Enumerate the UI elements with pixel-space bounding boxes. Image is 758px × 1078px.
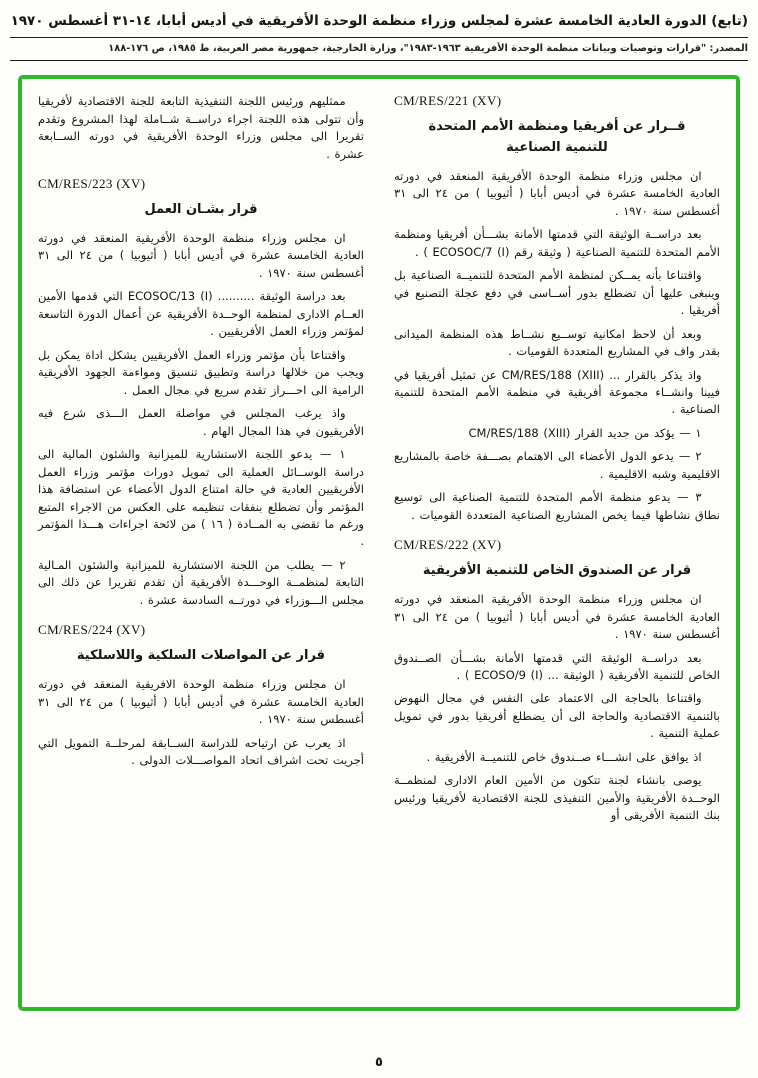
paragraph: ان مجلس وزراء منظمة الوحدة الأفريقية المنعقد في دورته العادية الخامسة عشرة في أديس أبابا ( أثيوبيا ) من ٢٤ الى ٣١ أغسطس سنة ١٩٧٠ . (394, 168, 720, 218)
paragraph: واذ يرغب المجلس في مواصلة العمل الـــذى شرع فيه الأفريقيون في هذا المجال الهام . (38, 406, 364, 438)
paragraph: ١ — يؤكد من جديد القرار CM/RES/188 (XIII) (468, 425, 702, 440)
paragraph: يوصى بانشاء لجنة تتكون من الأمين العام الادارى لمنظمــة الوحــدة الأفريقية والأمين التنفيذى للجنة الاقتصادية لأفريقيا ورئيس بنك التنمية الأفريقى أو (394, 773, 720, 823)
header-divider-top (10, 37, 748, 38)
paragraph: ١ — يدعو اللجنة الاستشارية للميزانية والشئون المالية الى دراسة الوســائل العملية الى تمويل دورات مؤتمر وزراء العمل الأفريقيين العادية في حالة امتناع الدول الأعضاء عن استضافة هذا المؤتمر وأن تضطلع بنفقات تنظيمه على العكس من الاجراء المتبع ورغم ما تقضى به المــادة ( ١٦ ) من لائحة اجراءات هـــذا المؤتمر . (38, 447, 364, 549)
page-footer (0, 1055, 758, 1070)
paragraph: بعد دراسة الوثيقة .......... ECOSOC/13 (I) التي قدمها الأمين العــام الادارى لمنظمة الوحــدة الأفريقية عن أعمال الدورة التاسعة لمؤتمر وزراء العمل الأفريقيين . (38, 289, 364, 339)
paragraph: ٣ — يدعو منظمة الأمم المتحدة للتنمية الصناعية الى توسيع نطاق نشاطها فيما يخص المشاريع الصناعية المتعددة القوميات . (394, 490, 720, 522)
content-frame (18, 75, 740, 1011)
page-number: ٥ (375, 1055, 383, 1070)
paragraph: بعد دراســة الوثيقة التي قدمتها الأمانة بشـــأن أفريقيا ومنظمة الأمم المتحدة للتنمية الصناعية ( وثيقة رقم ECOSOC/7 (I) ) . (394, 227, 720, 259)
header-divider-bottom (10, 60, 748, 61)
paragraph: بعد دراســة الوثيقة التي قدمتها الأمانة بشـــأن الصــندوق الخاص للتنمية الأفريقية ( الوثيقة ... ECOSO/9 (I) ) . (394, 650, 720, 682)
paragraph: اذ يعرب عن ارتياحه للدراسة الســابقة لمرحلــة التمويل التي أجريت تحت اشراف اتحاد المواصـــلات الدولى . (38, 735, 364, 767)
paragraph: واقتناعا بأن مؤتمر وزراء العمل الأفريقيين يشكل اداة يمكن بل ويجب من خلالها دراسة وتطبيق تنسيق ومواءمة الجهود الأفريقية الرامية الى احـــراز تقدم سريع في مجال العمل . (38, 347, 364, 397)
paragraph: واقتناعا بأنه يمــكن لمنظمة الأمم المتحدة للتنميــة الصناعية بل وينبغى عليها أن تضطلع بدور أســاسى في دفع عجلة التصنيع في أفريقيا . (394, 268, 720, 318)
resolution-title: قرار عن الصندوق الخاص للتنمية الأفريقية (422, 563, 692, 579)
paragraph: واقتناعا بالحاجة الى الاعتماد على النفس في مجال النهوض بالتنمية الاقتصادية والحاجة الى أن يضطلع أفريقيا بدور في تمويل عملية التنمية . (394, 691, 720, 741)
resolution-code: CM/RES/223 (XV) (38, 176, 146, 192)
paragraph: ٢ — يدعو الدول الأعضاء الى الاهتمام بصـــفة خاصة بالمشاريع الاقليمية وشبه الاقليمية . (394, 449, 720, 481)
page-header (0, 0, 758, 61)
paragraph: اذ يوافق على انشـــاء صــندوق خاص للتنميــة الأفريقية . (426, 749, 702, 764)
paragraph: ممثليهم ورئيس اللجنة التنفيذية التابعة للجنة الاقتصادية لأفريقيا وأن تتولى هذه اللجنة اجراء دراســة شــاملة لهذا المشروع وتقدم تقريرا الى مجلس وزراء الوحدة الأفريقية في دورته الســابعة عشرة . (38, 94, 364, 161)
resolution-title: قرار عن المواصلات السلكية واللاسلكية (76, 648, 326, 664)
resolution-title: قــرار عن أفريقيا ومنظمة الأمم المتحدة للتنمية الصناعية (428, 119, 686, 156)
paragraph: ٢ — يطلب من اللجنة الاستشارية للميزانية والشئون المـالية التابعة لمنظمــة الوحـــدة الأفريقية أن تقدم تقريرا عن ذلك الى مجلس الـــوزراء في دورتــه السادسة عشرة . (38, 557, 364, 607)
header-session-title: (تابع) الدورة العادية الخامسة عشرة لمجلس وزراء منظمة الوحدة الأفريقية في أديس أبابا، ١٤-٣١ أغسطس ١٩٧٠ (10, 13, 748, 29)
paragraph: واذ يذكر بالقرار ... CM/RES/188 (XIII) عن تمثيل أفريقيا في فيينا وانشــاء مجموعة أفريقية في منظمة الأمم المتحدة للتنمية الصناعية . (394, 367, 720, 417)
paragraph: وبعد أن لاحظ امكانية توســيع نشــاط هذه المنظمة الميدانى بقدر واف في المشاريع المتعددة القوميات . (394, 326, 720, 359)
column-left (38, 93, 364, 993)
column-right (394, 93, 720, 993)
resolution-title: قرار بشـان العمل (144, 202, 258, 218)
header-source-line: المصدر: "قرارات وتوصيات وبيانات منظمة الوحدة الأفريقية ١٩٦٣-١٩٨٣"، وزارة الخارجية، جمهورية مصر العربية، ط ١٩٨٥، ص ١٧٦-١٨٨ (108, 42, 748, 54)
paragraph: ان مجلس وزراء منظمة الوحدة الافريقية المنعقد في دورته العادية الخامسة عشرة في أديس أبابا ( أثيوبيا ) من ٢٤ الى ٣١ أغسطس سنة ١٩٧٠ . (38, 677, 364, 727)
paragraph: ان مجلس وزراء منظمة الوحدة الأفريقية المنعقد في دورته العادية الخامسة عشرة في أديس أبابا ( أثيوبيا ) من ٢٤ الى ٣١ أغسطس سنة ١٩٧٠ . (394, 592, 720, 642)
resolution-code: CM/RES/222 (XV) (394, 537, 502, 553)
resolution-code: CM/RES/224 (XV) (38, 622, 146, 638)
resolution-code: CM/RES/221 (XV) (394, 93, 502, 109)
paragraph: ان مجلس وزراء منظمة الوحدة الأفريقية المنعقد في دورته العادية الخامسة عشرة في أديس أبابا ( أثيوبيا ) من ٢٤ الى ٣١ أغسطس سنة ١٩٧٠ . (38, 230, 364, 280)
